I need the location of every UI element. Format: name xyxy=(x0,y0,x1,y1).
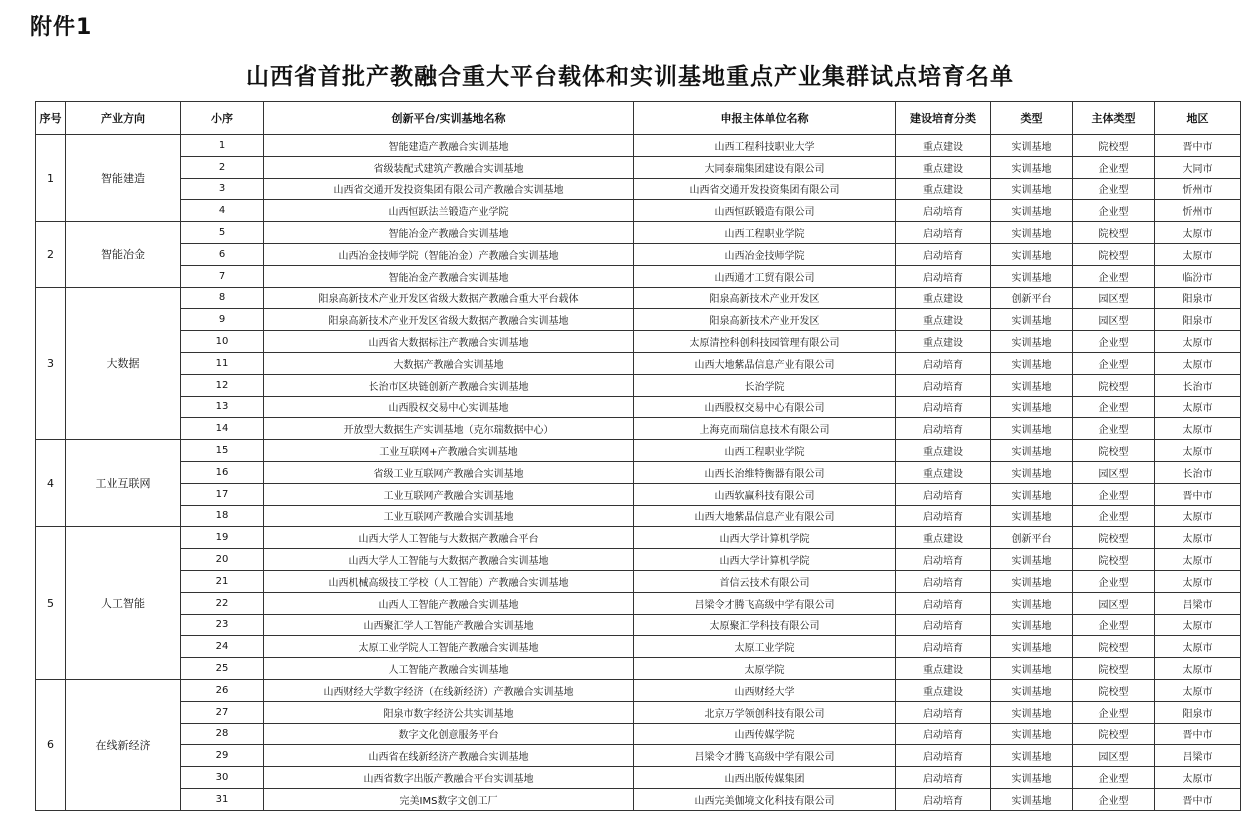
table-row xyxy=(36,287,1241,309)
sub-seq-cell: 10 xyxy=(181,331,264,353)
header-base-name: 创新平台/实训基地名称 xyxy=(264,102,634,135)
region-cell: 太原市 xyxy=(1155,243,1241,265)
category-cell: 重点建设 xyxy=(896,679,991,701)
table-row xyxy=(36,614,1241,636)
sub-seq-cell: 16 xyxy=(181,461,264,483)
entity-type-cell: 园区型 xyxy=(1073,287,1155,309)
type-cell: 实训基地 xyxy=(991,374,1073,396)
sub-seq-cell: 17 xyxy=(181,483,264,505)
region-cell: 太原市 xyxy=(1155,440,1241,462)
applicant-cell: 山西完美伽境文化科技有限公司 xyxy=(634,788,896,810)
table-row xyxy=(36,636,1241,658)
base-name-cell: 工业互联网产教融合实训基地 xyxy=(264,483,634,505)
table-row xyxy=(36,440,1241,462)
entity-type-cell: 企业型 xyxy=(1073,614,1155,636)
base-name-cell: 山西财经大学数字经济（在线新经济）产教融合实训基地 xyxy=(264,679,634,701)
table-row xyxy=(36,331,1241,353)
type-cell: 实训基地 xyxy=(991,592,1073,614)
category-cell: 启动培育 xyxy=(896,723,991,745)
table-row xyxy=(36,570,1241,592)
region-cell: 晋中市 xyxy=(1155,483,1241,505)
header-direction: 产业方向 xyxy=(66,102,181,135)
sub-seq-cell: 12 xyxy=(181,374,264,396)
region-cell: 长治市 xyxy=(1155,374,1241,396)
group-direction-cell: 智能冶金 xyxy=(66,222,181,287)
applicant-cell: 吕梁令才腾飞高级中学有限公司 xyxy=(634,592,896,614)
table-row xyxy=(36,527,1241,549)
entity-type-cell: 企业型 xyxy=(1073,265,1155,287)
group-direction-cell: 智能建造 xyxy=(66,135,181,222)
region-cell: 太原市 xyxy=(1155,636,1241,658)
base-name-cell: 阳泉高新技术产业开发区省级大数据产教融合实训基地 xyxy=(264,309,634,331)
category-cell: 启动培育 xyxy=(896,200,991,222)
entity-type-cell: 企业型 xyxy=(1073,352,1155,374)
sub-seq-cell: 31 xyxy=(181,788,264,810)
region-cell: 太原市 xyxy=(1155,767,1241,789)
sub-seq-cell: 22 xyxy=(181,592,264,614)
category-cell: 启动培育 xyxy=(896,374,991,396)
base-name-cell: 人工智能产教融合实训基地 xyxy=(264,658,634,680)
type-cell: 实训基地 xyxy=(991,352,1073,374)
base-name-cell: 太原工业学院人工智能产教融合实训基地 xyxy=(264,636,634,658)
region-cell: 晋中市 xyxy=(1155,788,1241,810)
entity-type-cell: 企业型 xyxy=(1073,331,1155,353)
category-cell: 重点建设 xyxy=(896,440,991,462)
applicant-cell: 阳泉高新技术产业开发区 xyxy=(634,309,896,331)
table-row xyxy=(36,222,1241,244)
category-cell: 启动培育 xyxy=(896,614,991,636)
type-cell: 实训基地 xyxy=(991,505,1073,527)
table-row xyxy=(36,505,1241,527)
entity-type-cell: 园区型 xyxy=(1073,592,1155,614)
region-cell: 吕梁市 xyxy=(1155,592,1241,614)
entity-type-cell: 院校型 xyxy=(1073,679,1155,701)
type-cell: 实训基地 xyxy=(991,331,1073,353)
type-cell: 实训基地 xyxy=(991,440,1073,462)
group-direction-cell: 大数据 xyxy=(66,287,181,440)
header-applicant: 申报主体单位名称 xyxy=(634,102,896,135)
base-name-cell: 数字文化创意服务平台 xyxy=(264,723,634,745)
header-category: 建设培育分类 xyxy=(896,102,991,135)
applicant-cell: 北京万学领创科技有限公司 xyxy=(634,701,896,723)
sub-seq-cell: 3 xyxy=(181,178,264,200)
category-cell: 启动培育 xyxy=(896,570,991,592)
base-name-cell: 山西人工智能产教融合实训基地 xyxy=(264,592,634,614)
category-cell: 启动培育 xyxy=(896,549,991,571)
region-cell: 太原市 xyxy=(1155,679,1241,701)
header-region: 地区 xyxy=(1155,102,1241,135)
sub-seq-cell: 27 xyxy=(181,701,264,723)
applicant-cell: 山西出版传媒集团 xyxy=(634,767,896,789)
category-cell: 启动培育 xyxy=(896,352,991,374)
entity-type-cell: 园区型 xyxy=(1073,745,1155,767)
table-body xyxy=(36,135,1241,811)
sub-seq-cell: 14 xyxy=(181,418,264,440)
entity-type-cell: 院校型 xyxy=(1073,243,1155,265)
entity-type-cell: 企业型 xyxy=(1073,570,1155,592)
header-sub-seq: 小序 xyxy=(181,102,264,135)
category-cell: 启动培育 xyxy=(896,396,991,418)
type-cell: 实训基地 xyxy=(991,396,1073,418)
category-cell: 启动培育 xyxy=(896,483,991,505)
base-name-cell: 山西省数字出版产教融合平台实训基地 xyxy=(264,767,634,789)
table-row xyxy=(36,723,1241,745)
group-seq-cell: 4 xyxy=(36,440,66,527)
table-row xyxy=(36,200,1241,222)
type-cell: 实训基地 xyxy=(991,636,1073,658)
base-name-cell: 山西省交通开发投资集团有限公司产教融合实训基地 xyxy=(264,178,634,200)
region-cell: 阳泉市 xyxy=(1155,309,1241,331)
applicant-cell: 山西传媒学院 xyxy=(634,723,896,745)
region-cell: 太原市 xyxy=(1155,331,1241,353)
region-cell: 太原市 xyxy=(1155,614,1241,636)
table-row xyxy=(36,679,1241,701)
base-name-cell: 山西恒跃法兰锻造产业学院 xyxy=(264,200,634,222)
document-title: 山西省首批产教融合重大平台载体和实训基地重点产业集群试点培育名单 xyxy=(246,64,1014,90)
applicant-cell: 阳泉高新技术产业开发区 xyxy=(634,287,896,309)
applicant-cell: 首信云技术有限公司 xyxy=(634,570,896,592)
applicant-cell: 山西大地紫晶信息产业有限公司 xyxy=(634,505,896,527)
base-name-cell: 山西机械高级技工学校（人工智能）产教融合实训基地 xyxy=(264,570,634,592)
region-cell: 晋中市 xyxy=(1155,723,1241,745)
region-cell: 太原市 xyxy=(1155,396,1241,418)
region-cell: 太原市 xyxy=(1155,527,1241,549)
entity-type-cell: 院校型 xyxy=(1073,135,1155,157)
type-cell: 实训基地 xyxy=(991,243,1073,265)
sub-seq-cell: 26 xyxy=(181,679,264,701)
entity-type-cell: 院校型 xyxy=(1073,440,1155,462)
region-cell: 吕梁市 xyxy=(1155,745,1241,767)
entity-type-cell: 院校型 xyxy=(1073,222,1155,244)
table-row xyxy=(36,265,1241,287)
table-row xyxy=(36,418,1241,440)
type-cell: 实训基地 xyxy=(991,701,1073,723)
base-name-cell: 山西股权交易中心实训基地 xyxy=(264,396,634,418)
region-cell: 阳泉市 xyxy=(1155,287,1241,309)
table-row xyxy=(36,352,1241,374)
sub-seq-cell: 15 xyxy=(181,440,264,462)
sub-seq-cell: 30 xyxy=(181,767,264,789)
applicant-cell: 太原学院 xyxy=(634,658,896,680)
type-cell: 实训基地 xyxy=(991,570,1073,592)
region-cell: 长治市 xyxy=(1155,461,1241,483)
region-cell: 大同市 xyxy=(1155,156,1241,178)
region-cell: 太原市 xyxy=(1155,549,1241,571)
type-cell: 创新平台 xyxy=(991,287,1073,309)
entity-type-cell: 企业型 xyxy=(1073,505,1155,527)
type-cell: 实训基地 xyxy=(991,483,1073,505)
header-type: 类型 xyxy=(991,102,1073,135)
type-cell: 实训基地 xyxy=(991,265,1073,287)
entity-type-cell: 企业型 xyxy=(1073,396,1155,418)
table-row xyxy=(36,767,1241,789)
type-cell: 实训基地 xyxy=(991,788,1073,810)
base-name-cell: 智能冶金产教融合实训基地 xyxy=(264,265,634,287)
category-cell: 启动培育 xyxy=(896,701,991,723)
sub-seq-cell: 4 xyxy=(181,200,264,222)
type-cell: 实训基地 xyxy=(991,222,1073,244)
category-cell: 重点建设 xyxy=(896,527,991,549)
category-cell: 重点建设 xyxy=(896,156,991,178)
entity-type-cell: 院校型 xyxy=(1073,374,1155,396)
category-cell: 重点建设 xyxy=(896,135,991,157)
table-row xyxy=(36,788,1241,810)
base-name-cell: 完美IMS数字文创工厂 xyxy=(264,788,634,810)
region-cell: 临汾市 xyxy=(1155,265,1241,287)
group-seq-cell: 1 xyxy=(36,135,66,222)
applicant-cell: 吕梁令才腾飞高级中学有限公司 xyxy=(634,745,896,767)
sub-seq-cell: 9 xyxy=(181,309,264,331)
table-row xyxy=(36,592,1241,614)
type-cell: 实训基地 xyxy=(991,745,1073,767)
sub-seq-cell: 20 xyxy=(181,549,264,571)
applicant-cell: 山西大学计算机学院 xyxy=(634,549,896,571)
applicant-cell: 山西大地紫晶信息产业有限公司 xyxy=(634,352,896,374)
entity-type-cell: 企业型 xyxy=(1073,418,1155,440)
sub-seq-cell: 7 xyxy=(181,265,264,287)
entity-type-cell: 企业型 xyxy=(1073,701,1155,723)
group-direction-cell: 人工智能 xyxy=(66,527,181,680)
header-row xyxy=(36,102,1241,135)
base-name-cell: 阳泉市数字经济公共实训基地 xyxy=(264,701,634,723)
category-cell: 启动培育 xyxy=(896,636,991,658)
sub-seq-cell: 18 xyxy=(181,505,264,527)
base-name-cell: 山西大学人工智能与大数据产教融合实训基地 xyxy=(264,549,634,571)
applicant-cell: 山西财经大学 xyxy=(634,679,896,701)
group-direction-cell: 工业互联网 xyxy=(66,440,181,527)
applicant-cell: 山西工程职业学院 xyxy=(634,222,896,244)
type-cell: 实训基地 xyxy=(991,767,1073,789)
sub-seq-cell: 28 xyxy=(181,723,264,745)
region-cell: 晋中市 xyxy=(1155,135,1241,157)
base-name-cell: 山西省大数据标注产教融合实训基地 xyxy=(264,331,634,353)
table-row xyxy=(36,374,1241,396)
table-row xyxy=(36,701,1241,723)
pilot-list-table xyxy=(35,101,1241,811)
table-row xyxy=(36,178,1241,200)
entity-type-cell: 园区型 xyxy=(1073,461,1155,483)
region-cell: 忻州市 xyxy=(1155,178,1241,200)
entity-type-cell: 园区型 xyxy=(1073,309,1155,331)
category-cell: 重点建设 xyxy=(896,287,991,309)
type-cell: 实训基地 xyxy=(991,614,1073,636)
type-cell: 实训基地 xyxy=(991,679,1073,701)
region-cell: 太原市 xyxy=(1155,418,1241,440)
category-cell: 启动培育 xyxy=(896,767,991,789)
category-cell: 启动培育 xyxy=(896,265,991,287)
applicant-cell: 山西通才工贸有限公司 xyxy=(634,265,896,287)
header-entity-type: 主体类型 xyxy=(1073,102,1155,135)
group-seq-cell: 2 xyxy=(36,222,66,287)
base-name-cell: 工业互联网+产教融合实训基地 xyxy=(264,440,634,462)
region-cell: 太原市 xyxy=(1155,352,1241,374)
sub-seq-cell: 29 xyxy=(181,745,264,767)
table-row xyxy=(36,658,1241,680)
entity-type-cell: 院校型 xyxy=(1073,636,1155,658)
table-row xyxy=(36,483,1241,505)
sub-seq-cell: 23 xyxy=(181,614,264,636)
category-cell: 启动培育 xyxy=(896,222,991,244)
table-row xyxy=(36,745,1241,767)
table-row xyxy=(36,549,1241,571)
table-row xyxy=(36,135,1241,157)
base-name-cell: 省级工业互联网产教融合实训基地 xyxy=(264,461,634,483)
applicant-cell: 太原聚汇学科技有限公司 xyxy=(634,614,896,636)
entity-type-cell: 院校型 xyxy=(1073,549,1155,571)
type-cell: 实训基地 xyxy=(991,135,1073,157)
group-seq-cell: 6 xyxy=(36,679,66,810)
group-seq-cell: 3 xyxy=(36,287,66,440)
applicant-cell: 山西工程科技职业大学 xyxy=(634,135,896,157)
applicant-cell: 长治学院 xyxy=(634,374,896,396)
applicant-cell: 大同泰瑞集团建设有限公司 xyxy=(634,156,896,178)
applicant-cell: 山西长治维特衡器有限公司 xyxy=(634,461,896,483)
applicant-cell: 山西冶金技师学院 xyxy=(634,243,896,265)
entity-type-cell: 企业型 xyxy=(1073,767,1155,789)
base-name-cell: 工业互联网产教融合实训基地 xyxy=(264,505,634,527)
applicant-cell: 山西省交通开发投资集团有限公司 xyxy=(634,178,896,200)
applicant-cell: 山西工程职业学院 xyxy=(634,440,896,462)
region-cell: 太原市 xyxy=(1155,658,1241,680)
applicant-cell: 山西股权交易中心有限公司 xyxy=(634,396,896,418)
table-row xyxy=(36,396,1241,418)
sub-seq-cell: 6 xyxy=(181,243,264,265)
sub-seq-cell: 11 xyxy=(181,352,264,374)
base-name-cell: 省级装配式建筑产教融合实训基地 xyxy=(264,156,634,178)
region-cell: 忻州市 xyxy=(1155,200,1241,222)
entity-type-cell: 企业型 xyxy=(1073,483,1155,505)
category-cell: 启动培育 xyxy=(896,243,991,265)
sub-seq-cell: 5 xyxy=(181,222,264,244)
applicant-cell: 山西恒跃锻造有限公司 xyxy=(634,200,896,222)
sub-seq-cell: 24 xyxy=(181,636,264,658)
table-row xyxy=(36,156,1241,178)
base-name-cell: 开放型大数据生产实训基地（克尔瑞数据中心） xyxy=(264,418,634,440)
category-cell: 重点建设 xyxy=(896,331,991,353)
type-cell: 实训基地 xyxy=(991,200,1073,222)
category-cell: 重点建设 xyxy=(896,658,991,680)
table-row xyxy=(36,309,1241,331)
table-row xyxy=(36,243,1241,265)
category-cell: 启动培育 xyxy=(896,418,991,440)
base-name-cell: 山西聚汇学人工智能产教融合实训基地 xyxy=(264,614,634,636)
sub-seq-cell: 8 xyxy=(181,287,264,309)
type-cell: 实训基地 xyxy=(991,156,1073,178)
base-name-cell: 大数据产教融合实训基地 xyxy=(264,352,634,374)
sub-seq-cell: 1 xyxy=(181,135,264,157)
entity-type-cell: 院校型 xyxy=(1073,723,1155,745)
base-name-cell: 山西省在线新经济产教融合实训基地 xyxy=(264,745,634,767)
category-cell: 启动培育 xyxy=(896,745,991,767)
base-name-cell: 山西大学人工智能与大数据产教融合平台 xyxy=(264,527,634,549)
category-cell: 重点建设 xyxy=(896,309,991,331)
type-cell: 实训基地 xyxy=(991,178,1073,200)
entity-type-cell: 院校型 xyxy=(1073,658,1155,680)
type-cell: 创新平台 xyxy=(991,527,1073,549)
base-name-cell: 山西冶金技师学院（智能冶金）产教融合实训基地 xyxy=(264,243,634,265)
attachment-label: 附件1 xyxy=(30,15,93,40)
base-name-cell: 阳泉高新技术产业开发区省级大数据产教融合重大平台载体 xyxy=(264,287,634,309)
category-cell: 启动培育 xyxy=(896,505,991,527)
base-name-cell: 长治市区块链创新产教融合实训基地 xyxy=(264,374,634,396)
entity-type-cell: 企业型 xyxy=(1073,178,1155,200)
sub-seq-cell: 25 xyxy=(181,658,264,680)
category-cell: 启动培育 xyxy=(896,788,991,810)
entity-type-cell: 院校型 xyxy=(1073,527,1155,549)
entity-type-cell: 企业型 xyxy=(1073,156,1155,178)
entity-type-cell: 企业型 xyxy=(1073,788,1155,810)
category-cell: 重点建设 xyxy=(896,178,991,200)
applicant-cell: 山西大学计算机学院 xyxy=(634,527,896,549)
type-cell: 实训基地 xyxy=(991,461,1073,483)
base-name-cell: 智能建造产教融合实训基地 xyxy=(264,135,634,157)
sub-seq-cell: 21 xyxy=(181,570,264,592)
category-cell: 重点建设 xyxy=(896,461,991,483)
applicant-cell: 上海克而瑞信息技术有限公司 xyxy=(634,418,896,440)
header-seq: 序号 xyxy=(36,102,66,135)
region-cell: 太原市 xyxy=(1155,222,1241,244)
sub-seq-cell: 19 xyxy=(181,527,264,549)
category-cell: 启动培育 xyxy=(896,592,991,614)
region-cell: 太原市 xyxy=(1155,505,1241,527)
group-direction-cell: 在线新经济 xyxy=(66,679,181,810)
entity-type-cell: 企业型 xyxy=(1073,200,1155,222)
sub-seq-cell: 2 xyxy=(181,156,264,178)
applicant-cell: 太原清控科创科技园管理有限公司 xyxy=(634,331,896,353)
sub-seq-cell: 13 xyxy=(181,396,264,418)
region-cell: 太原市 xyxy=(1155,570,1241,592)
type-cell: 实训基地 xyxy=(991,549,1073,571)
region-cell: 阳泉市 xyxy=(1155,701,1241,723)
type-cell: 实训基地 xyxy=(991,309,1073,331)
type-cell: 实训基地 xyxy=(991,418,1073,440)
applicant-cell: 山西软赢科技有限公司 xyxy=(634,483,896,505)
type-cell: 实训基地 xyxy=(991,723,1073,745)
type-cell: 实训基地 xyxy=(991,658,1073,680)
applicant-cell: 太原工业学院 xyxy=(634,636,896,658)
table-row xyxy=(36,461,1241,483)
base-name-cell: 智能冶金产教融合实训基地 xyxy=(264,222,634,244)
group-seq-cell: 5 xyxy=(36,527,66,680)
